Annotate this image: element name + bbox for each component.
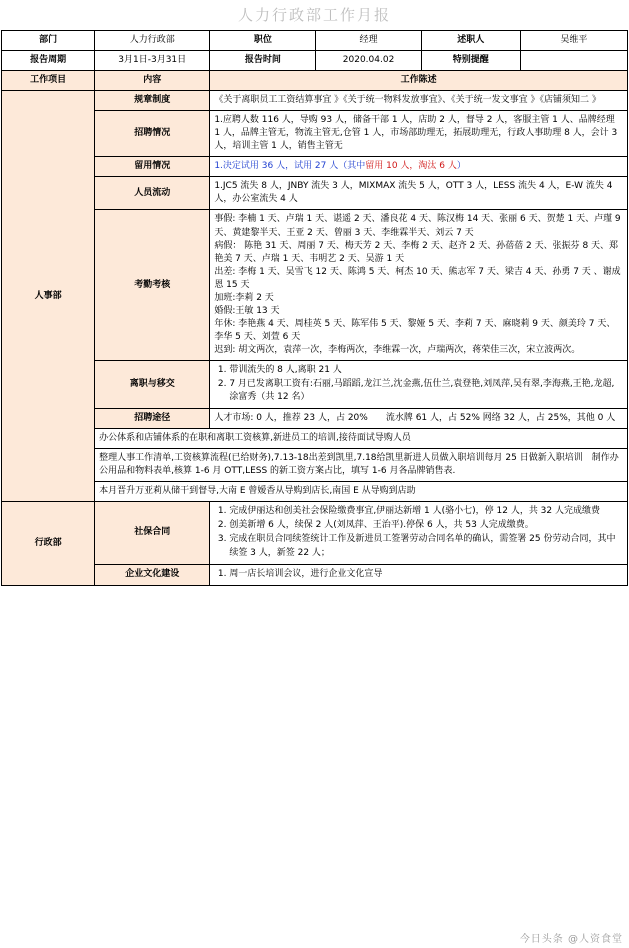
row-content-recruiting: 1.应聘人数 116 人，导购 93 人，储备干部 1 人，店助 2 人，督导 2 人，客服主管 1 人、品牌经理 1 人，品牌主管无，物流主管无,仓管 1 人，市场部助理无，拓展助理无，行政人事助理 8 人，会计 3 人，培训主管 1 人，销售主管无 (210, 111, 628, 157)
attendance-line-4: 加班:李莉 2 天 (214, 292, 274, 303)
row-label-social-insurance: 社保合同 (95, 502, 210, 564)
list-item: 1. 完成伊丽达和创美社会保险缴费事宜,伊丽达新增 1 人(骆小七)，停 12 人，共 32 人完成缴费 (229, 505, 623, 518)
attendance-line-1: 事假: 李楠 1 天、卢瑞 1 天、谌遥 2 天、潘良花 4 天、陈汉梅 14 天、张丽 6 天、贺楚 1 天、卢瑾 9 天、黄建黎半天、王亚 2 天、曾丽 3 天、李维霖半天、刘云 7 天 (214, 214, 621, 238)
header-label-position: 职位 (210, 31, 316, 51)
row-content-extra-3: 本月晋升万亚莉从储干到督导,大南 E 曾嫒香从导购到店长,南国 E 从导购到店助 (95, 482, 628, 502)
table-row (2, 502, 628, 564)
row-label-culture: 企业文化建设 (95, 564, 210, 585)
header-label-department: 部门 (2, 31, 95, 51)
header-label-special-note: 特别提醒 (421, 51, 520, 71)
list-item: 1. 带训流失的 8 人,离职 21 人 (229, 364, 623, 377)
row-content-retention (210, 157, 628, 177)
table-row (2, 429, 628, 449)
table-row (2, 360, 628, 408)
header-value-report-time: 2020.04.02 (316, 51, 421, 71)
header-value-reporter: 吴维平 (520, 31, 627, 51)
attendance-line-6: 年休: 李艳燕 4 天、周桂英 5 天、陈军伟 5 天、黎娅 5 天、李莉 7 天、麻晓莉 9 天、颜美玲 7 天、李华 5 天、刘萱 6 天 (214, 318, 616, 342)
table-row (2, 157, 628, 177)
attendance-line-3: 出差: 李梅 1 天、吴雪飞 12 天、陈鸿 5 天、柯杰 10 天、熊志军 7 天、梁吉 4 天、孙勇 7 天 、谢成恩 15 天 (214, 266, 621, 290)
table-row (2, 482, 628, 502)
report-table (1, 30, 628, 586)
page-title: 人力行政部工作月报 (237, 6, 391, 24)
section-label-hr: 人事部 (2, 91, 95, 502)
row-label-recruiting: 招聘情况 (95, 111, 210, 157)
row-content-extra-2: 整理人事工作清单,工资核算流程(已给财务),7.13-18出差到凯里,7.18给凯里新进人员做入职培训每月 25 日做新入职培训 制作办公用品和物料表单,核算 1-6 月 OTT,LESS 的新工资方案占比，填写 1-6 月各品牌销售表. (95, 449, 628, 482)
attendance-line-2: 病假： 陈艳 31 天、周丽 7 天、梅天芳 2 天、李梅 2 天、赵齐 2 天、孙蓓蓓 2 天、张振芬 8 天、郑艳美 7 天、卢瑞 1 天、韦明艺 2 天、吴游 1 天 (214, 240, 619, 264)
table-row (2, 51, 628, 71)
row-content-attendance (210, 210, 628, 361)
table-row (2, 564, 628, 585)
header-label-report-time: 报告时间 (210, 51, 316, 71)
table-row (2, 111, 628, 157)
row-label-resignation: 离职与移交 (95, 360, 210, 408)
row-label-attendance: 考勤考核 (95, 210, 210, 361)
header-label-period: 报告周期 (2, 51, 95, 71)
row-content-rules: 《关于离职员工工资结算事宜 》《关于统一物料发放事宜》、《关于统一发文事宜 》《店铺须知二 》 (210, 91, 628, 111)
row-label-retention: 留用情况 (95, 157, 210, 177)
table-row (2, 449, 628, 482)
table-row (2, 409, 628, 429)
retention-text-1: 1.决定试用 36 人，试用 27 人（其中 (214, 161, 366, 172)
attendance-line-5: 婚假:王敏 13 天 (214, 305, 280, 316)
attendance-line-7: 迟到: 胡文两次，袁萍一次，李梅两次，李维霖一次，卢瑞两次，蒋荣佳三次，宋立波两次。 (214, 344, 581, 355)
table-row (2, 31, 628, 51)
retention-text-highlight: 留用 10 人，淘汰 6 人 (365, 161, 457, 172)
table-row (2, 71, 628, 91)
column-header-work-item: 工作项目 (2, 71, 95, 91)
row-content-resignation (210, 360, 628, 408)
list-item: 2. 创美新增 6 人，续保 2 人(刘凤萍、王治平).停保 6 人，共 53 人完成缴费。 (229, 519, 623, 532)
row-label-channels: 招聘途径 (95, 409, 210, 429)
column-header-content: 内容 (95, 71, 210, 91)
row-content-channels: 人才市场: 0 人，推荐 23 人，占 20% 流水牌 61 人，占 52% 网络 32 人，占 25%，其他 0 人 (210, 409, 628, 429)
watermark: 今日头条 @人资食堂 (519, 934, 623, 945)
header-label-reporter: 述职人 (421, 31, 520, 51)
column-header-statement: 工作陈述 (210, 71, 628, 91)
header-value-position: 经理 (316, 31, 421, 51)
header-value-special-note (520, 51, 627, 71)
header-value-period: 3月1日-3月31日 (95, 51, 210, 71)
header-value-department: 人力行政部 (95, 31, 210, 51)
list-item: 1. 周一店长培训会议，进行企业文化宣导 (229, 568, 623, 581)
table-row (2, 177, 628, 210)
table-row (2, 210, 628, 361)
row-content-culture (210, 564, 628, 585)
row-label-rules: 规章制度 (95, 91, 210, 111)
row-content-social-insurance (210, 502, 628, 564)
retention-text-3: ） (456, 161, 466, 172)
section-label-admin: 行政部 (2, 502, 95, 585)
row-label-turnover: 人员流动 (95, 177, 210, 210)
table-row (2, 91, 628, 111)
row-content-extra-1: 办公体系和店铺体系的在职和离职工资核算,新进员工的培训,接待面试导购人员 (95, 429, 628, 449)
row-content-turnover: 1.JC5 流失 8 人，JNBY 流失 3 人，MIXMAX 流失 5 人，OTT 3 人，LESS 流失 4 人，E-W 流失 4 人，办公室流失 4 人 (210, 177, 628, 210)
list-item: 3. 完成在职员合同续签统计工作及新进员工签署劳动合同名单的确认，需签署 25 份劳动合同，其中续签 3 人，新签 22 人； (229, 533, 623, 559)
list-item: 2. 7 月已发离职工资有:石丽,马蹈蹈,龙江兰,沈金燕,伍仕兰,袁登艳,刘凤萍,吴有翠,李海燕,王艳,龙超,涂富秀（共 12 名） (229, 378, 623, 404)
